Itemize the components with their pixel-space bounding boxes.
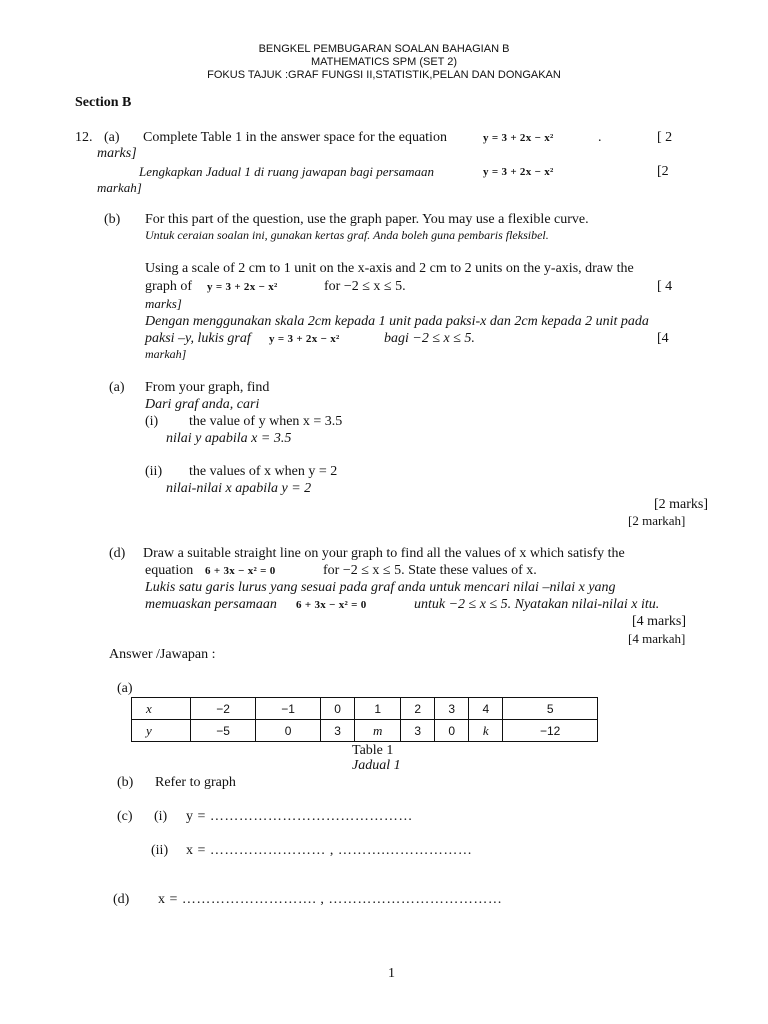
part-b-scale: Using a scale of 2 cm to 1 unit on the x-axis and 2 cm to 2 units on the y-axis, draw the <box>145 261 634 276</box>
part-b-markah: [4 <box>657 331 669 346</box>
part-d-text: Draw a suitable straight line on your graph to find all the values of x which satisfy the <box>143 546 625 561</box>
header-line-2: MATHEMATICS SPM (SET 2) <box>310 56 458 68</box>
part-d-malay-2: memuaskan persamaan <box>145 597 277 612</box>
part-d-marks: [4 marks] <box>632 614 687 629</box>
table-1 <box>131 697 598 742</box>
part-b-range: for −2 ≤ x ≤ 5. <box>324 279 406 294</box>
table-cell: −5 <box>191 720 256 742</box>
answer-b-text: Refer to graph <box>155 775 236 790</box>
table-cell: 3 <box>435 698 469 720</box>
part-b-graph-of: graph of <box>145 279 193 294</box>
part-a-marks-cont: marks] <box>97 146 137 161</box>
part-d-range: for −2 ≤ x ≤ 5. State these values of x. <box>323 563 537 578</box>
part-c-i-text: the value of y when x = 3.5 <box>189 414 343 429</box>
part-b-malay-range: bagi −2 ≤ x ≤ 5. <box>384 331 475 346</box>
part-d-malay-range: untuk −2 ≤ x ≤ 5. Nyatakan nilai-nilai x itu. <box>414 597 660 612</box>
part-d-label: (d) <box>109 546 126 561</box>
part-b-malay-scale: Dengan menggunakan skala 2cm kepada 1 unit pada paksi-x dan 2cm kepada 2 unit pada <box>145 314 649 329</box>
part-a-markah: [2 <box>657 164 669 179</box>
part-b-equation: y = 3 + 2x − x² <box>207 281 278 293</box>
part-d-malay-1: Lukis satu garis lurus yang sesuai pada graf anda untuk mencari nilai –nilai x yang <box>145 580 616 595</box>
answer-c-label: (c) <box>117 809 133 824</box>
part-c-text: From your graph, find <box>145 380 270 395</box>
part-b-marks: [ 4 <box>657 279 673 294</box>
answer-c-i-field[interactable]: y = …………………………………… <box>186 809 413 824</box>
table-cell: −1 <box>256 698 321 720</box>
table-cell: 0 <box>256 720 321 742</box>
part-a-markah-cont: markah] <box>97 180 142 195</box>
header-line-1: BENGKEL PEMBUGARAN SOALAN BAHAGIAN B <box>258 43 510 55</box>
part-a-dot: . <box>598 130 602 145</box>
part-b-malay-graph: paksi –y, lukis graf <box>145 331 251 346</box>
part-a-marks: [ 2 <box>657 130 673 145</box>
table-cell: 3 <box>321 720 355 742</box>
table-cell: −12 <box>503 720 598 742</box>
part-b-label: (b) <box>104 212 121 227</box>
table-row-x <box>132 698 598 720</box>
part-c-ii-text: the values of x when y = 2 <box>189 464 338 479</box>
table-caption: Table 1 <box>352 743 394 758</box>
answer-c-i-label: (i) <box>154 809 168 824</box>
part-c-markah: [2 markah] <box>628 513 686 528</box>
table-cell: 0 <box>321 698 355 720</box>
answer-b-label: (b) <box>117 775 134 790</box>
answer-d-field[interactable]: x = ………………………. , ……………………………… <box>158 892 503 907</box>
section-title: Section B <box>75 95 132 110</box>
table-cell: 1 <box>355 698 401 720</box>
part-d-malay-equation: 6 + 3x − x² = 0 <box>296 599 367 611</box>
table-cell: 2 <box>401 698 435 720</box>
answer-c-ii-label: (ii) <box>151 843 169 858</box>
part-b-marks-cont: marks] <box>145 296 182 311</box>
part-c-marks: [2 marks] <box>654 497 709 512</box>
part-b-malay-equation: y = 3 + 2x − x² <box>269 333 340 345</box>
part-b-malay: Untuk ceraian soalan ini, gunakan kertas graf. Anda boleh guna pembaris fleksibel. <box>145 228 549 242</box>
part-b-text: For this part of the question, use the graph paper. You may use a flexible curve. <box>145 212 589 227</box>
part-c-label: (a) <box>109 380 125 395</box>
table-caption-malay: Jadual 1 <box>352 758 401 773</box>
part-a-malay-equation: y = 3 + 2x − x² <box>483 166 554 178</box>
page-number: 1 <box>388 966 395 981</box>
part-c-i-label: (i) <box>145 414 159 429</box>
part-a-text: Complete Table 1 in the answer space for the equation <box>143 130 447 145</box>
table-cell: k <box>469 720 503 742</box>
table-cell: −2 <box>191 698 256 720</box>
table-cell: 4 <box>469 698 503 720</box>
table-cell: 0 <box>435 720 469 742</box>
part-c-ii-malay: nilai-nilai x apabila y = 2 <box>166 481 312 496</box>
answer-heading: Answer /Jawapan : <box>109 647 216 662</box>
question-number: 12. <box>75 130 93 145</box>
part-a-malay: Lengkapkan Jadual 1 di ruang jawapan bagi persamaan <box>139 164 435 179</box>
table-cell: m <box>355 720 401 742</box>
answer-a-label: (a) <box>117 681 133 696</box>
table-cell: x <box>132 698 191 720</box>
part-d-equation: 6 + 3x − x² = 0 <box>205 565 276 577</box>
answer-c-ii-field[interactable]: x = …………………… , ……….……………… <box>186 843 473 858</box>
table-cell: 5 <box>503 698 598 720</box>
table-cell: 3 <box>401 720 435 742</box>
part-d-markah: [4 markah] <box>628 631 686 646</box>
part-b-markah-cont: markah] <box>145 347 187 361</box>
part-a-equation: y = 3 + 2x − x² <box>483 132 554 144</box>
table-row-y <box>132 720 598 742</box>
answer-d-label: (d) <box>113 892 130 907</box>
part-d-equation-word: equation <box>145 563 194 578</box>
header-line-3: FOKUS TAJUK :GRAF FUNGSI II,STATISTIK,PELAN DAN DONGAKAN <box>207 69 561 81</box>
part-a-label: (a) <box>104 130 120 145</box>
part-c-ii-label: (ii) <box>145 464 163 479</box>
part-c-i-malay: nilai y apabila x = 3.5 <box>166 431 292 446</box>
part-c-malay: Dari graf anda, cari <box>145 397 260 412</box>
table-cell: y <box>132 720 191 742</box>
